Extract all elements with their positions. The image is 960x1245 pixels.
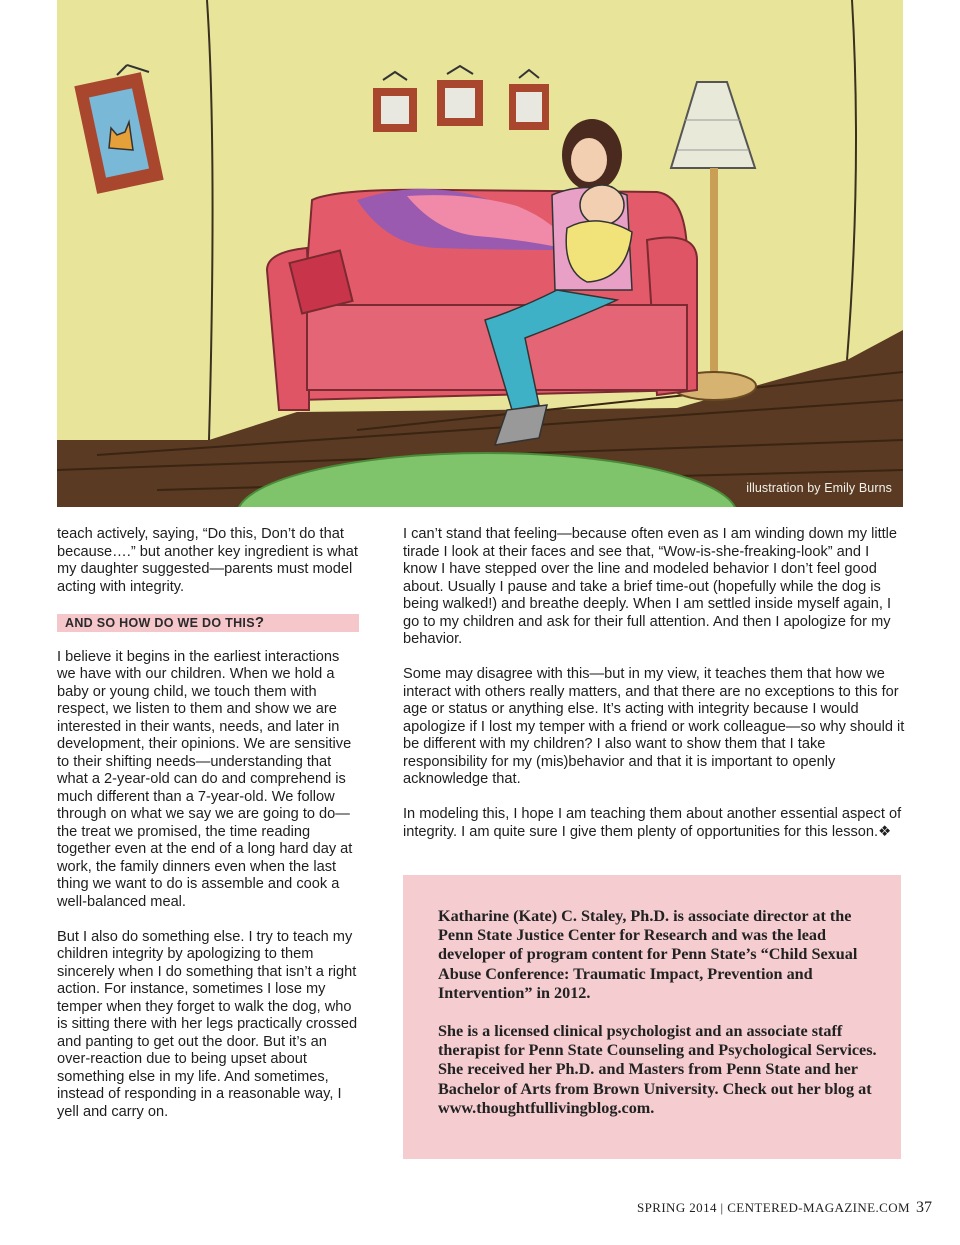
heading-mark: ? <box>254 613 265 631</box>
paragraph: teach actively, saying, “Do this, Don’t do that because….” but another key ingredient is what my daughter suggested—parents must model acting with integrity. <box>57 526 358 595</box>
author-bio <box>438 907 878 1137</box>
illustration <box>57 0 903 507</box>
issue-line: SPRING 2014 | CENTERED-MAGAZINE.COM <box>637 1200 910 1215</box>
sofa <box>267 189 697 410</box>
right-column <box>403 526 905 859</box>
page-number: 37 <box>916 1199 932 1216</box>
bio-paragraph: Katharine (Kate) C. Staley, Ph.D. is associate director at the Penn State Justice Center for Research and was the lead developer of program content for Penn State’s “Child Sexual Abuse Conference: Traumatic Impact, Prevention and Intervention” in 2012. <box>438 907 858 1002</box>
heading-text: AND SO HOW DO WE DO THIS <box>65 615 255 630</box>
page-footer <box>637 1199 932 1217</box>
left-column <box>57 526 359 1139</box>
paragraph: But I also do something else. I try to teach my children integrity by apologizing to them sincerely when I do something that isn’t a right action. For instance, sometimes I lose my temper when they forget to walk the dog, who is sitting there with her legs practically crossed and panting to get out the door. But it’s an over-reaction due to being upset about something else in my life. And sometimes, instead of responding in a reasonable way, I yell and carry on. <box>57 928 358 1120</box>
paragraph: Some may disagree with this—but in my view, it teaches them that how we interact with others really matters, and that there are no exceptions to this for age or status or anything else. It’s acting with integrity because I would apologize if I lost my temper with a friend or work colleague—so why should it be different with my children? I also want to show them that I take responsibility for my (mis)behavior and that it is important to openly acknowledge that. <box>403 666 905 787</box>
author-bio-box <box>403 875 901 1159</box>
section-heading <box>57 614 359 632</box>
paragraph: In modeling this, I hope I am teaching them about another essential aspect of integrity. I am quite sure I give them plenty of opportunities for this lesson.❖ <box>403 806 902 840</box>
paragraph: I can’t stand that feeling—because often even as I am winding down my little tirade I look at their faces and see that, “Wow-is-she-freaking-look” and I know I have stepped over the line and modeled behavior I don’t feel good about. Usually I pause and take a brief time-out (hopefully while the dog is being walked!) and breathe deeply. When I am settled inside myself again, I go to my children and ask for their full attention. And then I apologize for my behavior. <box>403 526 898 647</box>
bio-paragraph: She is a licensed clinical psychologist and an associate staff therapist for Penn State Counseling and Psychological Services. She received her Ph.D. and Masters from Penn State and her Bachelor of Arts from Brown University. Check out her blog at www.thoughtfullivingblog.com. <box>438 1022 877 1117</box>
illustration-credit: illustration by Emily Burns <box>746 481 892 495</box>
paragraph: I believe it begins in the earliest interactions we have with our children. When we hold a baby or young child, we touch them with respect, we listen to them and show we are interested in their wants, needs, and later in development, their opinions. We are sensitive to their shifting needs—understanding that what a 2-year-old can do and comprehend is much different than a 7-year-old. We follow through on what we say we are going to do—the treat we promised, the time reading together even at the end of a long hard day at work, the family dinners even when the last thing we want to do is assemble and cook a well-balanced meal. <box>57 648 353 910</box>
